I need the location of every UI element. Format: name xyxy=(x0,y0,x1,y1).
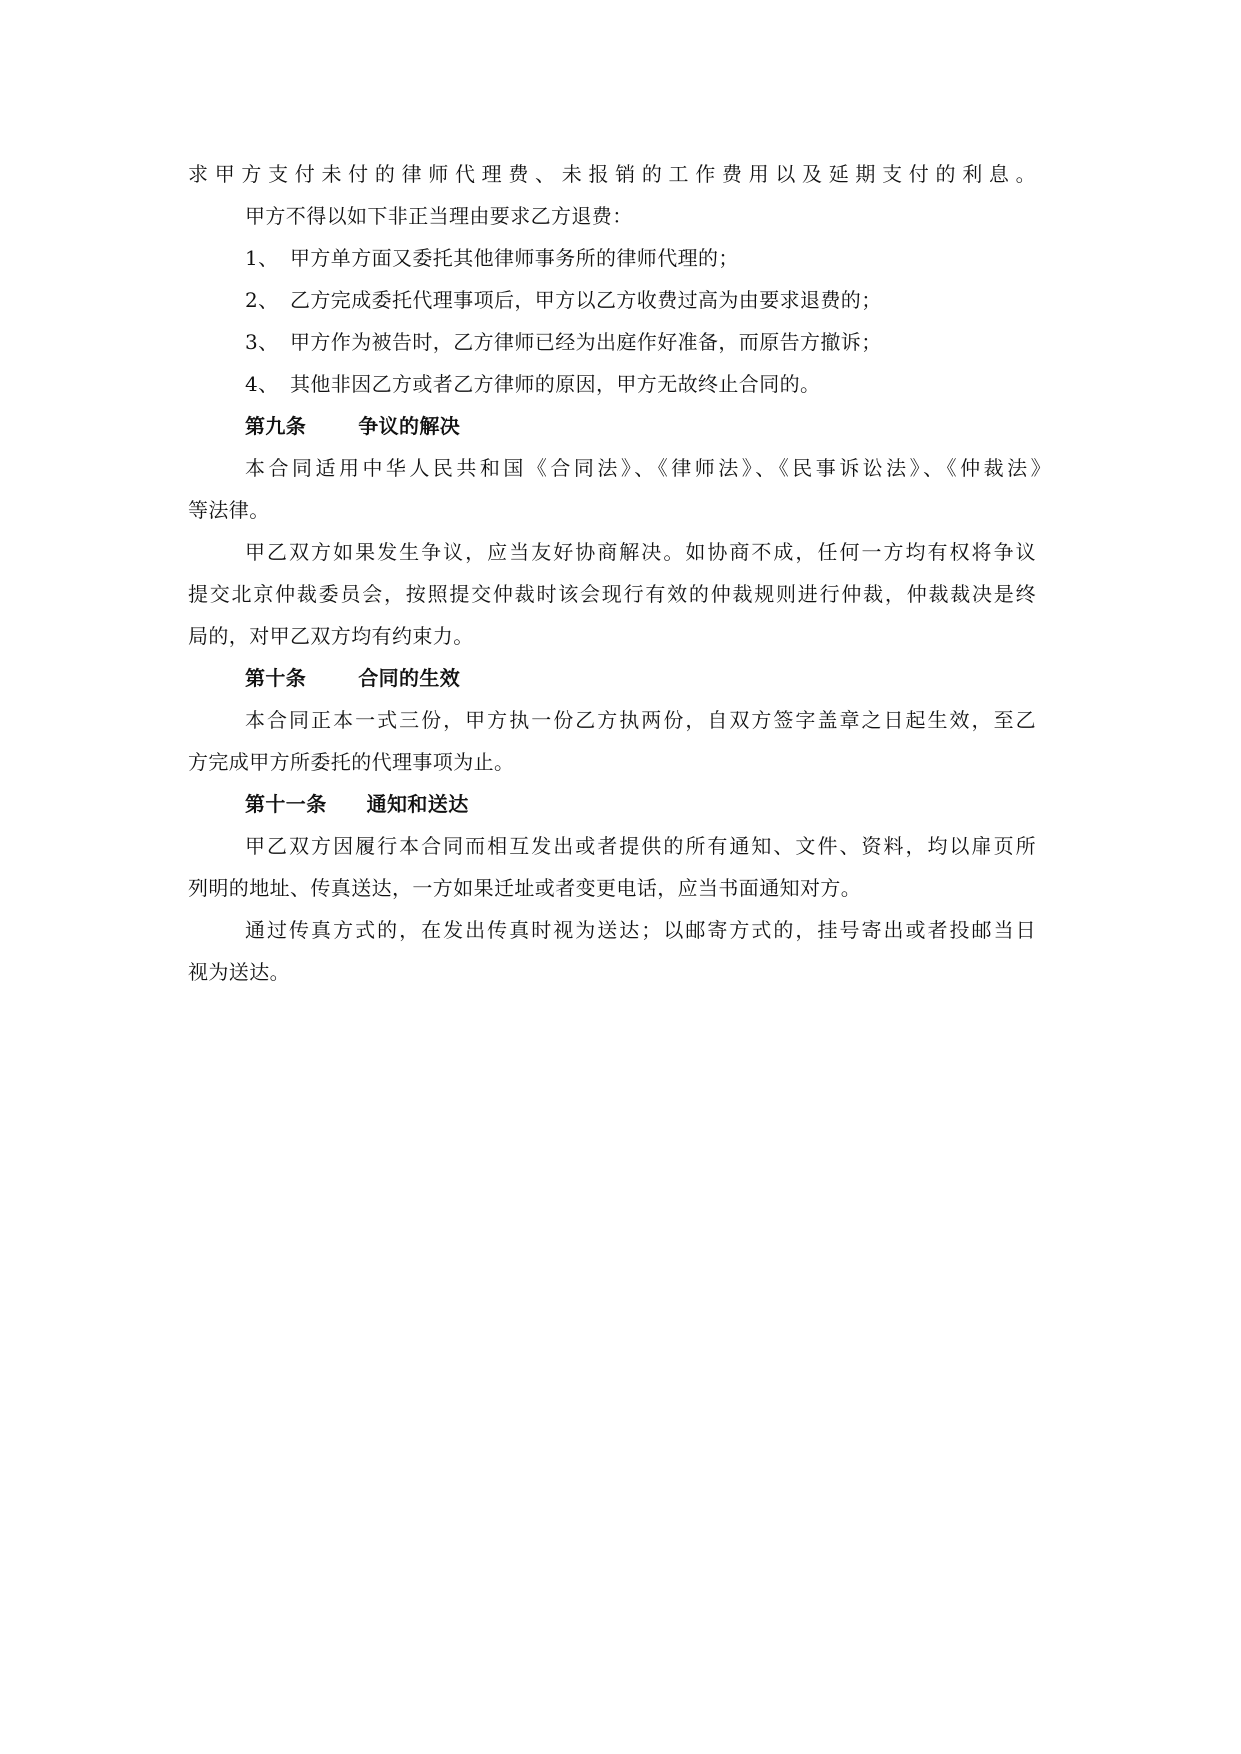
list-text: 其他非因乙方或者乙方律师的原因，甲方无故终止合同的。 xyxy=(290,372,821,396)
paragraph-line: 本合同正本一式三份，甲方执一份乙方执两份，自双方签字盖章之日起生效，至乙 xyxy=(245,708,1036,732)
article-9-heading xyxy=(245,412,460,440)
list-number: 2、 xyxy=(245,288,279,312)
paragraph-line: 视为送达。 xyxy=(188,960,290,984)
paragraph-line: 等法律。 xyxy=(188,498,270,522)
list-number: 1、 xyxy=(245,246,279,270)
article-title: 争议的解决 xyxy=(358,414,461,438)
paragraph-line: 提交北京仲裁委员会，按照提交仲裁时该会现行有效的仲裁规则进行仲裁，仲裁裁决是终 xyxy=(188,582,1036,606)
paragraph-line: 列明的地址、传真送达，一方如果迁址或者变更电话，应当书面通知对方。 xyxy=(188,876,862,900)
list-number: 3、 xyxy=(245,330,279,354)
list-number: 4、 xyxy=(245,372,279,396)
article-number: 第十一条 xyxy=(245,792,327,816)
article-title: 通知和送达 xyxy=(366,792,469,816)
list-item xyxy=(245,286,882,314)
list-item xyxy=(245,328,882,356)
article-number: 第十条 xyxy=(245,666,307,690)
article-number: 第九条 xyxy=(245,414,307,438)
article-10-heading xyxy=(245,664,460,692)
list-text: 甲方作为被告时，乙方律师已经为出庭作好准备，而原告方撤诉； xyxy=(290,330,882,354)
paragraph-line: 方完成甲方所委托的代理事项为止。 xyxy=(188,750,515,774)
list-item xyxy=(245,370,820,398)
paragraph-line: 甲乙双方因履行本合同而相互发出或者提供的所有通知、文件、资料，均以扉页所 xyxy=(245,834,1036,858)
article-11-heading xyxy=(245,790,469,818)
list-item xyxy=(245,244,739,272)
paragraph-line: 通过传真方式的，在发出传真时视为送达；以邮寄方式的，挂号寄出或者投邮当日 xyxy=(245,918,1036,942)
list-text: 甲方单方面又委托其他律师事务所的律师代理的； xyxy=(290,246,739,270)
article-title: 合同的生效 xyxy=(358,666,461,690)
paragraph-refund-intro: 甲方不得以如下非正当理由要求乙方退费： xyxy=(245,204,633,228)
list-text: 乙方完成委托代理事项后，甲方以乙方收费过高为由要求退费的； xyxy=(290,288,882,312)
paragraph-continuation: 求甲方支付未付的律师代理费、未报销的工作费用以及延期支付的利息。 xyxy=(188,162,1036,186)
paragraph-line: 本合同适用中华人民共和国《合同法》、《律师法》、《民事诉讼法》、《仲裁法》 xyxy=(245,456,1051,480)
paragraph-line: 甲乙双方如果发生争议，应当友好协商解决。如协商不成，任何一方均有权将争议 xyxy=(245,540,1036,564)
paragraph-line: 局的，对甲乙双方均有约束力。 xyxy=(188,624,474,648)
